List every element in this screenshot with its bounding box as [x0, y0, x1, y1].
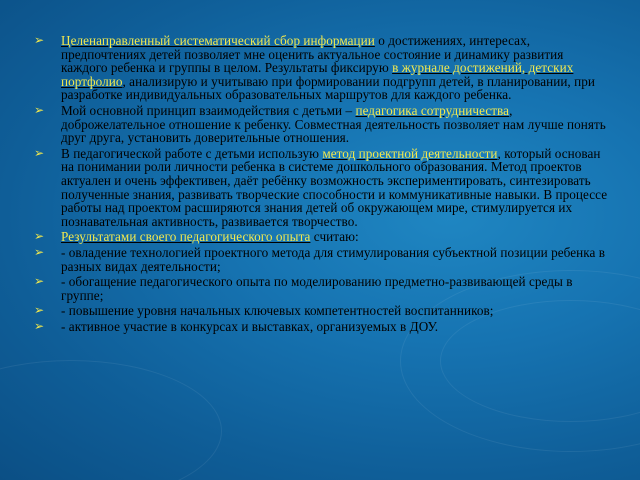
- highlighted-phrase: в журнале достижений, детских портфолио: [61, 60, 574, 89]
- arrow-bullet-icon: ➢: [34, 102, 45, 117]
- arrow-bullet-icon: ➢: [34, 318, 45, 333]
- list-item: ➢ Мой основной принцип взаимодействия с детьми – педагогика сотрудничества, доброжелательное отношение к ребенку. Совместная деятельность позволяет нам лучше понять друг друга, установить доверительные отношения.: [34, 102, 606, 146]
- list-item: ➢ - овладение технологией проектного метода для стимулирования субъектной позиции ребенка в разных видах деятельности;: [34, 244, 606, 274]
- list-item: ➢ В педагогической работе с детьми использую метод проектной деятельности, который основан на понимании роли личности ребенка в системе дошкольного образования. Метод проектов актуален и очень эффективен, даёт ребёнку возможность экспериментировать, синтезировать полученные знания, развивать творческие способности и коммуникативные навыки. В процессе работы над проектом расширяются знания детей об окружающем мире, стимулируется их познавательная активность, развивается творчество.: [34, 145, 608, 229]
- highlighted-phrase: педагогика сотрудничества: [355, 102, 510, 118]
- list-item: ➢ - активное участие в конкурсах и выставках, организуемых в ДОУ.: [34, 318, 439, 334]
- arrow-bullet-icon: ➢: [34, 33, 45, 47]
- list-item: ➢ - обогащение педагогического опыта по моделированию предметно-развивающей среды в группе;: [34, 274, 573, 303]
- slide-content: [30, 34, 608, 335]
- list-item: ➢ Результатами своего педагогического опыта считаю:: [34, 229, 359, 245]
- list-item: ➢ Целенаправленный систематический сбор информации о достижениях, интересах, предпочтениях детей позволяет мне оценить актуальное состояние и динамику развития каждого ребенка и группы в целом. Результаты фиксирую в журнале достижений, детских портфолио, анализирую и учитываю при формировании подгрупп детей, в планировании, при разработке индивидуальных образовательных маршрутов для каждого ребенка.: [34, 33, 595, 103]
- arrow-bullet-icon: ➢: [34, 145, 45, 160]
- arrow-bullet-icon: ➢: [34, 229, 45, 244]
- list-item: ➢ - повышение уровня начальных ключевых компетентностей воспитанников;: [34, 303, 494, 319]
- arrow-bullet-icon: ➢: [34, 244, 45, 259]
- highlighted-phrase: Результатами своего педагогического опыта: [61, 229, 311, 245]
- bullet-list: [30, 34, 608, 333]
- highlighted-phrase: метод проектной деятельности: [322, 145, 498, 161]
- highlighted-phrase: Целенаправленный систематический сбор информации: [61, 33, 375, 48]
- water-ripple-decoration: [0, 360, 222, 480]
- arrow-bullet-icon: ➢: [34, 303, 45, 318]
- arrow-bullet-icon: ➢: [34, 274, 45, 289]
